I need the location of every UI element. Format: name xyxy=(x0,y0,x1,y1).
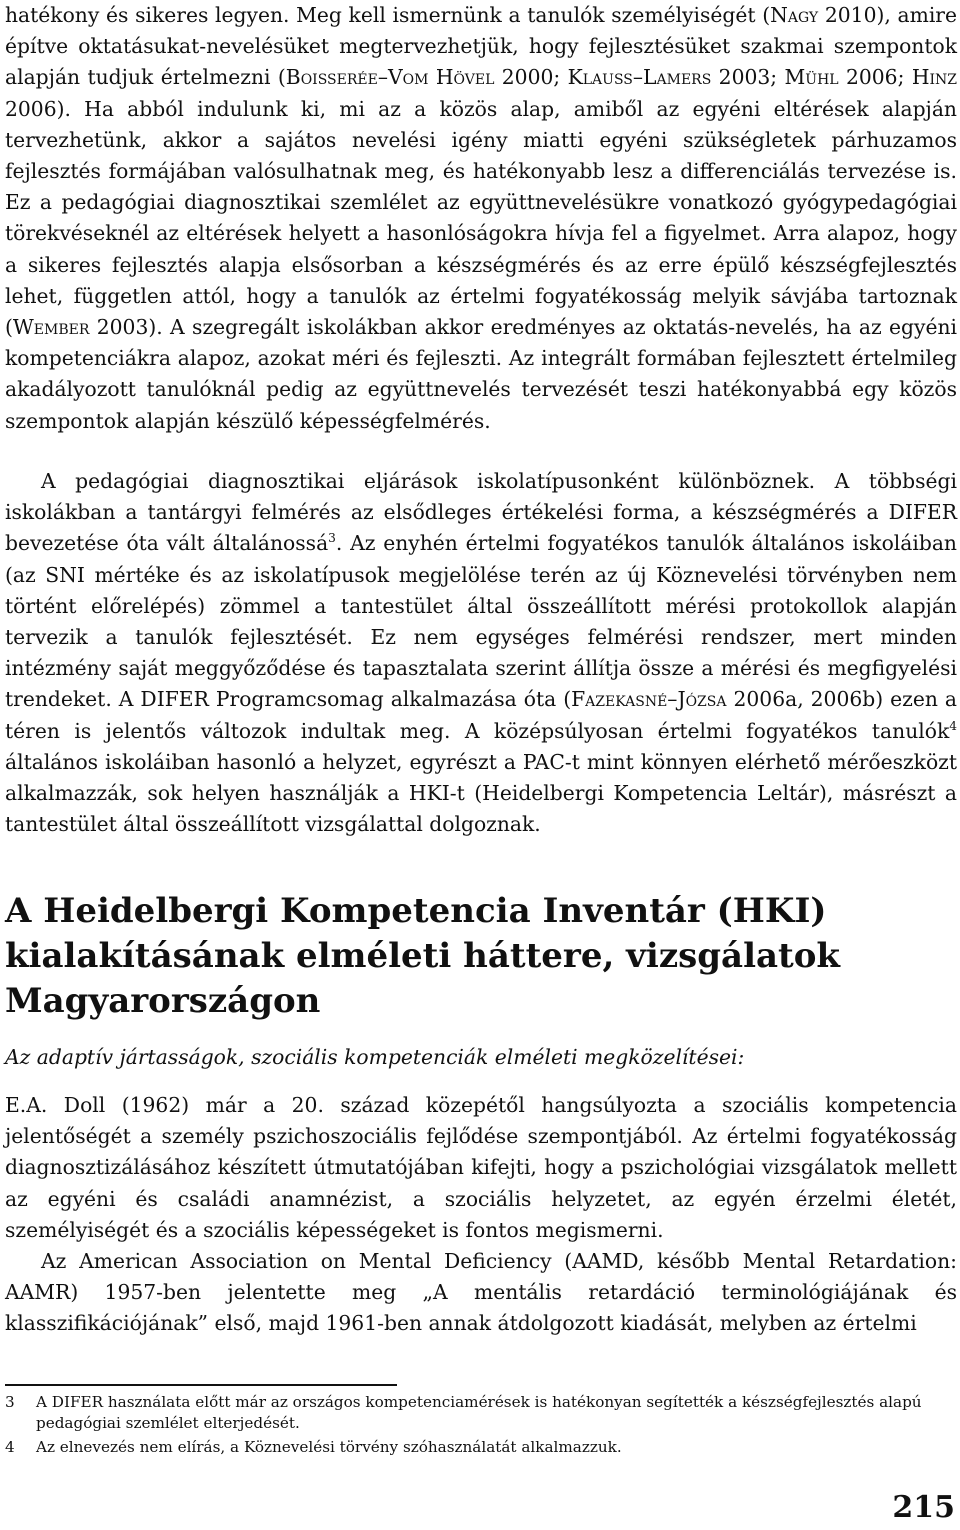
section-paragraph-1: E.A. Doll (1962) már a 20. század közepétől hangsúlyozta a szociális kompetencia jelentőségét a személy pszichoszociális fejlődése szempontjából. Az értelmi fogyatékosság diagnosztizálásához készített útmutatójában kifejti, hogy a pszichológiai vizsgálatok mellett az egyéni és családi anamnézist, a szociális helyzetet, az egyén érzelmi életét, személyiségét és a szociális képességeket is fontos megismerni. xyxy=(5,1093,957,1242)
text-run: 2006; xyxy=(838,65,912,90)
footnote-separator xyxy=(5,1384,397,1386)
section-heading: A Heidelbergi Kompetencia Inventár (HKI) kialakításának elméleti háttere, vizsgálatok Magyarországon xyxy=(5,891,840,1021)
citation-author: Mühl xyxy=(784,65,839,90)
text-run: A pedagógiai diagnosztikai eljárások iskolatípusonként különböznek. A többségi iskolákban a tantárgyi felmérés az elsődleges értékelési forma, a készségmérés a DIFER bevezetése óta vált általánossá xyxy=(5,469,957,556)
text-run: 2006a, 2006b) ezen a téren is jelentős változok indultak meg. A középsúlyosan értelmi fogyatékos tanulók xyxy=(5,687,957,743)
citation-author: Wember xyxy=(12,315,90,340)
citation-author: Fazekasné–Józsa xyxy=(571,687,727,712)
footnote-ref: 4 xyxy=(949,718,957,733)
text-run: . Az enyhén értelmi fogyatékos tanulók általános iskoláiban (az SNI mértéke és az iskolatípusok megjelölése terén az új Köznevelési törvényben nem történt előrelépés) zömmel a tantestület által összeállított mérési protokollok alapján tervezik a tanulók fejlesztését. Ez nem egységes felmérési rendszer, mert minden intézmény saját meggyőződése és tapasztalata szerint állítja össze a mérési és megfigyelési trendeket. A DIFER Programcsomag alkalmazása óta ( xyxy=(5,531,957,712)
footnote-number: 4 xyxy=(5,1438,15,1456)
citation-author: Nagy xyxy=(770,3,819,27)
footnote-text: A DIFER használata előtt már az országos kompetenciamérések is hatékonyan segítették a készségfejlesztés alapú pedagógiai szemlélet elterjedését. xyxy=(36,1393,922,1432)
text-run: 2003; xyxy=(711,65,785,90)
section-subheading: Az adaptív jártasságok, szociális kompetenciák elméleti megközelítései: xyxy=(5,1045,745,1069)
section-paragraph-2: Az American Association on Mental Deficiency (AAMD, később Mental Retardation: AAMR) 1957-ben jelentette meg „A mentális retardáció terminológiájának és klasszifikációjának” első, majd 1961-ben annak átdolgozott kiadását, melyben az értelmi xyxy=(5,1249,957,1336)
citation-author: Boisserée–Vom Hövel xyxy=(285,65,495,90)
body-paragraph-1 xyxy=(5,0,957,437)
footnote-ref: 3 xyxy=(328,531,336,546)
footnote-text: Az elnevezés nem elírás, a Köznevelési törvény szóhasználatát alkalmazzuk. xyxy=(36,1438,622,1456)
text-run: hatékony és sikeres legyen. Meg kell ismernünk a tanulók személyiségét ( xyxy=(5,3,771,27)
page-number: 215 xyxy=(892,1490,955,1525)
citation-author: Klauß–Lamers xyxy=(567,65,712,90)
text-run: 2003). A szegregált iskolákban akkor eredményes az oktatás-nevelés, ha az egyéni kompetenciákra alapoz, azokat méri és fejleszti. Az integrált formában fejlesztett értelmileg akadályozott tanulóknál pedig az együttnevelés tervezését teszi hatékonyabbá egy közös szempontok alapján készülő képességfelmérés. xyxy=(5,315,957,433)
text-run: általános iskoláiban hasonló a helyzet, egyrészt a PAC-t mint könnyen elérhető mérőeszközt alkalmazzák, sok helyen használják a HKI-t (Heidelbergi Kompetencia Leltár), másrészt a tantestület által összeállított vizsgálattal dolgoznak. xyxy=(5,749,957,837)
text-run: 2000; xyxy=(494,65,568,90)
footnote-4 xyxy=(5,1437,957,1458)
footnote-3 xyxy=(5,1392,957,1434)
body-paragraph-2 xyxy=(5,466,957,840)
text-run: 2006). Ha abból indulunk ki, mi az a közös alap, amiből az egyéni eltérések alapján tervezhetünk, akkor a sajátos nevelési igény miatti egyéni szükségletek párhuzamos fejlesztés formájában valósulhatnak meg, és hatékonyabb lesz a differenciálás tervezése is. Ez a pedagógiai diagnosztikai szemlélet az együttnevelésükre vonatkozó gyógypedagógiai törekvéseknél az eltérések helyett a hasonlóságokra hívja fel a figyelmet. Arra alapoz, hogy a sikeres fejlesztés alapja elsősorban a készségmérés és az erre épülő készségfejlesztés lehet, független attól, hogy a tanulók az értelmi fogyatékosság melyik sávjába tartoznak ( xyxy=(5,96,957,340)
text-run: 2010), amire építve oktatásukat-nevelésüket megtervezhetjük, hogy fejlesztésüket szakmai szempontok alapján tudjuk értelmezni ( xyxy=(5,3,958,90)
citation-author: Hinz xyxy=(911,65,958,90)
footnote-number: 3 xyxy=(5,1393,15,1411)
